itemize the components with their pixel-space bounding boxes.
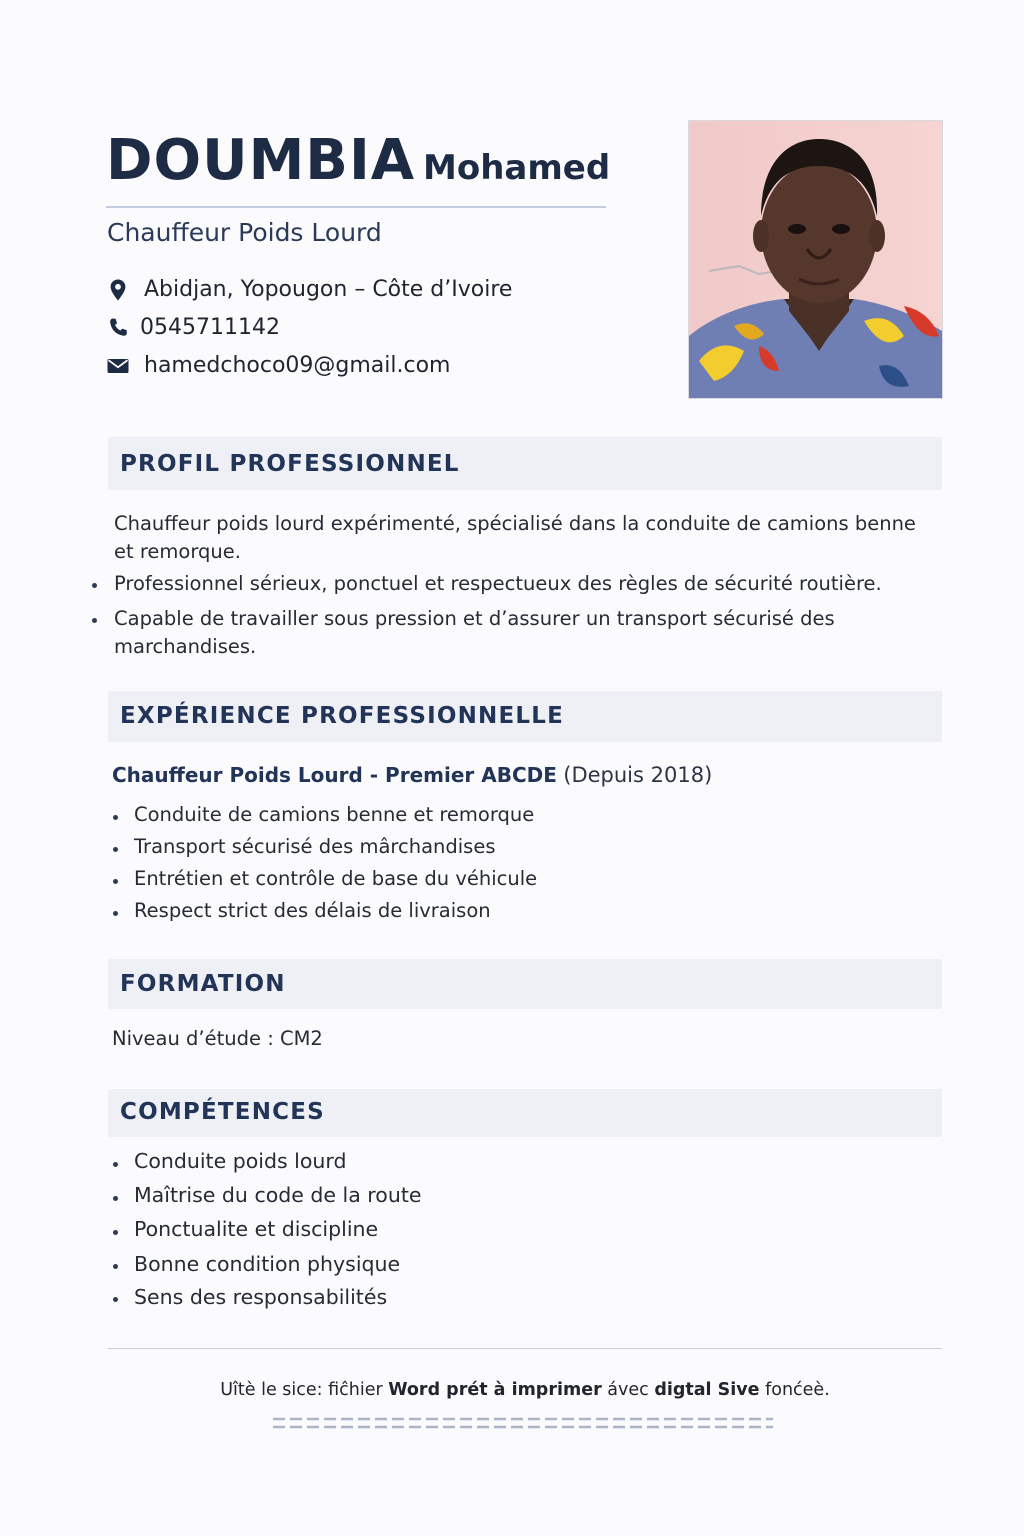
bullet-icon [113,1230,118,1235]
bullet-icon [113,879,118,884]
bullet-icon [113,1162,118,1167]
phone-icon [106,316,130,340]
envelope-icon [106,354,130,378]
skills-heading: COMPÉTENCES [120,1099,325,1125]
footer-text-end: fonćeè. [759,1380,830,1400]
footer-note [0,1380,1024,1400]
profile-line: Chauffeur poids lourd expérimenté, spécialisé dans la conduite de camions benne [114,512,916,535]
map-pin-icon [106,278,130,302]
email-text: hamedchoco09@gmail.com [144,353,451,378]
bullet-icon [113,911,118,916]
contact-phone [106,313,280,343]
profile-line: marchandises. [114,635,257,658]
formation-section-header [108,959,942,1009]
experience-section-header [108,691,942,742]
skill-item: Maîtrise du code de la route [134,1183,422,1207]
profile-photo [688,120,943,399]
footer-text-bold2: digtal Sive [654,1380,760,1400]
profile-line: et remorque. [114,540,241,563]
formation-heading: FORMATION [120,971,286,997]
bullet-icon [92,583,97,588]
bullet-icon [92,618,97,623]
experience-role [112,760,712,790]
bullet-icon [113,1297,118,1302]
experience-role-title: Chauffeur Poids Lourd - Premier ABCDE [112,763,557,787]
profile-section-header [108,437,942,490]
last-name: DOUMBIA [106,128,416,193]
footer-divider [108,1348,942,1349]
footer-text-bold: Word prét à imprimer [388,1380,602,1400]
profile-line: Capable de travailler sous pression et d’assurer un transport sécurisé des [114,607,835,630]
name-divider [106,206,606,208]
profile-line: Professionnel sérieux, ponctuel et respectueux des règles de sécurité routière. [114,572,882,595]
bullet-icon [113,1264,118,1269]
experience-heading: EXPÉRIENCE PROFESSIONNELLE [120,703,565,729]
bullet-icon [113,1196,118,1201]
bullet-icon [113,815,118,820]
experience-item: Entrétien et contrôle de base du véhicule [134,867,538,890]
footer-text-start: Uîtè le sice: fiĉhier [220,1380,389,1400]
skill-item: Conduite poids lourd [134,1149,347,1173]
skill-item: Bonne condition physique [134,1252,401,1276]
formation-level: Niveau d’étude : CM2 [112,1027,323,1050]
experience-item: Transport sécurisé des mârchandises [134,835,496,858]
footer-text-mid: ávec [601,1380,655,1400]
bullet-icon [113,847,118,852]
skill-item: Sens des responsabilités [134,1285,388,1309]
contact-email [106,351,451,381]
experience-item: Conduite de camions benne et remorque [134,803,535,826]
job-title: Chauffeur Poids Lourd [107,218,382,247]
first-name: Mohamed [423,148,611,188]
skills-section-header [108,1089,942,1137]
experience-item: Respect strict des délais de livraison [134,899,491,922]
location-text: Abidjan, Yopougon – Côte d’Ivoire [144,277,513,302]
skill-item: Ponctualite et discipline [134,1217,379,1241]
footer-dashes [273,1416,773,1430]
experience-since: (Depuis 2018) [563,763,713,787]
phone-text: 0545711142 [140,315,280,340]
profile-heading: PROFIL PROFESSIONNEL [120,451,460,477]
contact-location [106,275,512,305]
